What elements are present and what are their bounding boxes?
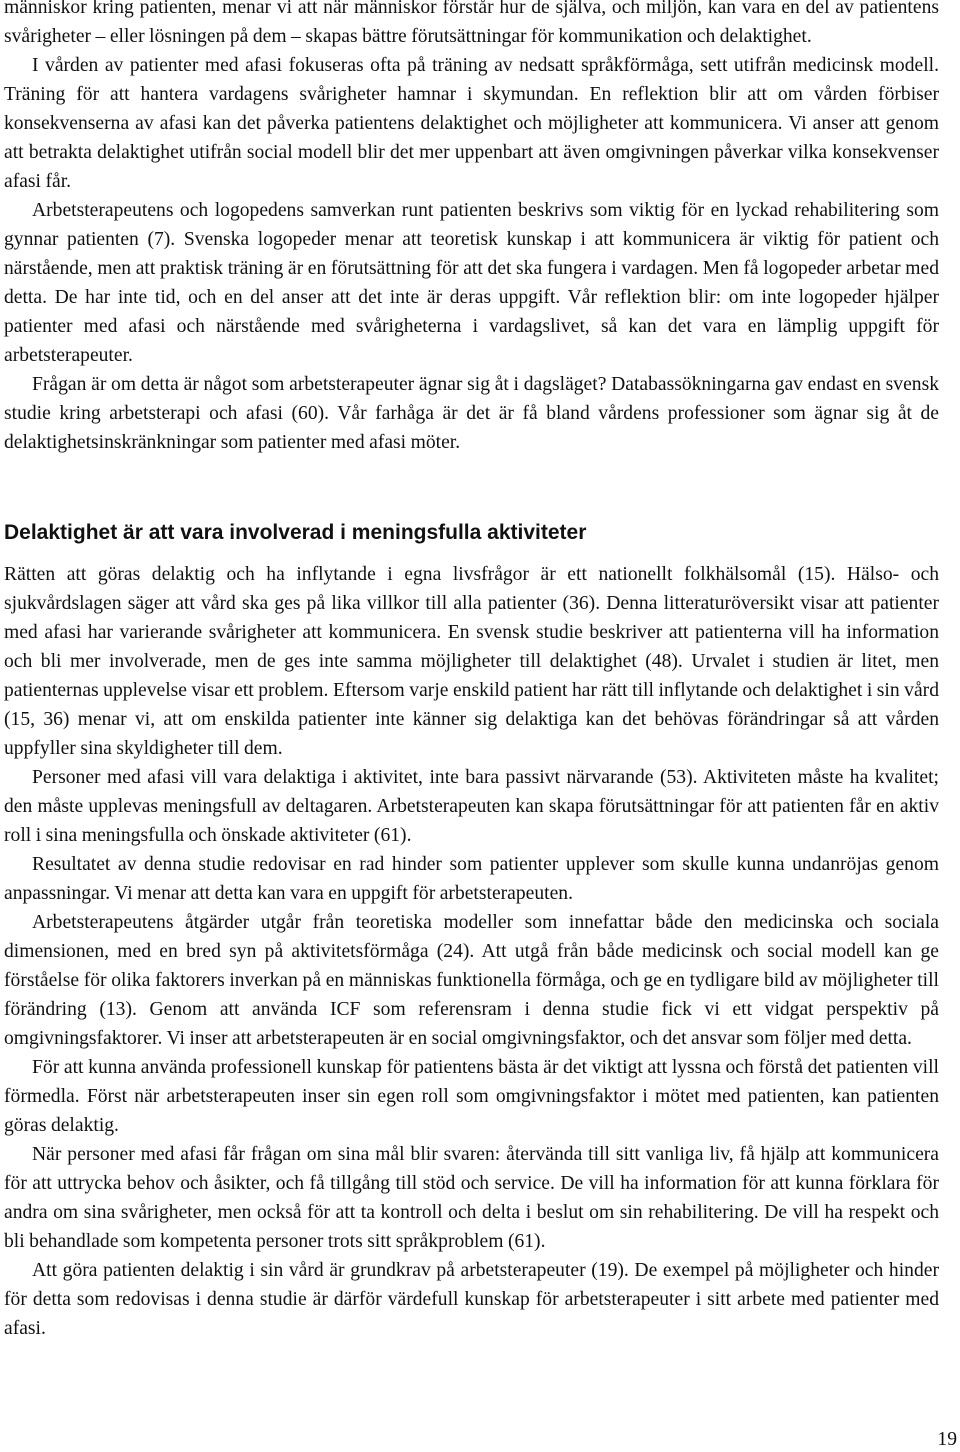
discussion-section [4,0,939,457]
paragraph-6: Personer med afasi vill vara delaktiga i aktivitet, inte bara passivt närvarande (53). Aktiviteten måste ha kvalitet; den måste upplevas meningsfull av deltagaren. Arbetsterapeuten kan skapa förutsättningar för att patienten får en aktiv roll i sina meningsfulla och önskade aktiviteter (61). [4,767,939,846]
paragraph-9: För att kunna använda professionell kunskap för patientens bästa är det viktigt att lyssna och förstå det patienten vill förmedla. Först när arbetsterapeuten inser sin egen roll som omgivningsfaktor i mötet med patienten, kan patienten göras delaktig. [4,1057,939,1136]
paragraph-4: Frågan är om detta är något som arbetsterapeuter ägnar sig åt i dagsläget? Databassökningarna gav endast en svensk studie kring arbetsterapi och afasi (60). Vår farhåga är det är få bland vårdens professioner som ägnar sig åt de delaktighetsinskränkningar som patienter med afasi möter. [4,374,939,453]
paragraph-11: Att göra patienten delaktig i sin vård är grundkrav på arbetsterapeuter (19). De exempel på möjligheter och hinder för detta som redovisas i denna studie är därför värdefull kunskap för arbetsterapeuter i sitt arbete med patienter med afasi. [4,1260,939,1339]
paragraph-8: Arbetsterapeutens åtgärder utgår från teoretiska modeller som innefattar både den medicinska och sociala dimensionen, med en bred syn på aktivitetsförmåga (24). Att utgå från både medicinsk och social modell kan ge förståelse för olika faktorers inverkan på en människas funktionella förmåga, och ge en tydligare bild av möjligheter till förändring (13). Genom att använda ICF som referensram i denna studie fick vi ett vidgat perspektiv på omgivningsfaktorer. Vi inser att arbetsterapeuten är en social omgivningsfaktor, och det ansvar som följer med detta. [4,912,939,1049]
paragraph-5: Rätten att göras delaktig och ha inflytande i egna livsfrågor är ett nationellt folkhälsomål (15). Hälso- och sjukvårdslagen säger att vård ska ges på lika villkor till alla patienter (36). Denna litteraturöversikt visar att patienter med afasi har varierande svårigheter att kommunicera. En svensk studie beskriver att patienterna vill ha information och bli mer involverade, men de ges inte samma möjligheter till delaktighet (48). Urvalet i studien är litet, men patienternas upplevelse visar ett problem. Eftersom varje enskild patient har rätt till inflytande och delaktighet i sin vård (15, 36) menar vi, att om enskilda patienter inte känner sig delaktiga kan det behövas förändringar så att vården uppfyller sina skyldigheter till dem. [4,564,939,759]
page-number: 19 [937,1429,957,1450]
section-heading: Delaktighet är att vara involverad i meningsfulla aktiviteter [4,521,587,544]
paragraph-3: Arbetsterapeutens och logopedens samverkan runt patienten beskrivs som viktig för en lyckad rehabilitering som gynnar patienten (7). Svenska logopeder menar att teoretisk kunskap i att kommunicera är viktig för patient och närstående, men att praktisk träning är en förutsättning för att det ska fungera i vardagen. Men få logopeder arbetar med detta. De har inte tid, och en del anser att det inte är deras uppgift. Vår reflektion blir: om inte logopeder hjälper patienter med afasi och närstående med svårigheterna i vardagslivet, så kan det vara en lämplig uppgift för arbetsterapeuter. [4,200,939,366]
participation-section [4,560,939,1343]
paragraph-7: Resultatet av denna studie redovisar en rad hinder som patienter upplever som skulle kunna undanröjas genom anpassningar. Vi menar att detta kan vara en uppgift för arbetsterapeuten. [4,854,939,904]
paragraph-1: människor kring patienten, menar vi att när människor förstår hur de själva, och miljön, kan vara en del av patientens svårigheter – eller lösningen på dem – skapas bättre förutsättningar för kommunikation och delaktighet. [4,0,939,47]
paragraph-10: När personer med afasi får frågan om sina mål blir svaren: återvända till sitt vanliga liv, få hjälp att kommunicera för att uttrycka behov och åsikter, och få tillgång till stöd och service. De vill ha information för att kunna förklara för andra om sina svårigheter, men också för att ta kontroll och delta i beslut om sin rehabilitering. De vill ha respekt och bli behandlade som kompetenta personer trots sitt språkproblem (61). [4,1144,939,1252]
paragraph-2: I vården av patienter med afasi fokuseras ofta på träning av nedsatt språkförmåga, sett utifrån medicinsk modell. Träning för att hantera vardagens svårigheter hamnar i skymundan. En reflektion blir att om vården förbiser konsekvenserna av afasi kan det påverka patientens delaktighet och möjligheter att kommunicera. Vi anser att genom att betrakta delaktighet utifrån social modell blir det mer uppenbart att även omgivningen påverkar vilka konsekvenser afasi får. [4,55,939,192]
